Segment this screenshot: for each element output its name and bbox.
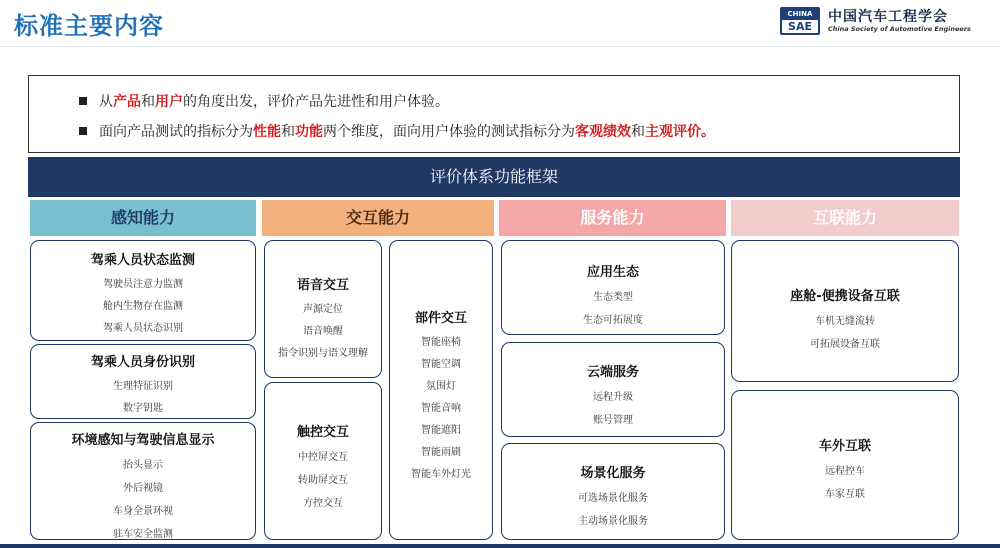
card-scenario-service xyxy=(501,443,725,540)
card-item: 车机无缝流转 xyxy=(815,316,875,327)
bullet-square-icon xyxy=(79,127,87,135)
card-item: 智能车外灯光 xyxy=(411,469,471,480)
card-item: 车家互联 xyxy=(825,489,865,500)
card-item: 方控交互 xyxy=(303,498,343,509)
text: 的角度出发，评价产品先进性和用户体验。 xyxy=(183,94,449,110)
highlight: 主观评价。 xyxy=(645,124,715,140)
card-title: 座舱-便携设备互联 xyxy=(790,289,900,304)
framework-title-bar: 评价体系功能框架 xyxy=(28,157,960,197)
category-connectivity: 互联能力 xyxy=(731,200,959,236)
bullet-square-icon xyxy=(79,97,87,105)
card-title: 场景化服务 xyxy=(580,466,646,481)
card-item: 生态可拓展度 xyxy=(583,315,643,326)
card-voice xyxy=(264,240,382,378)
logo-english-name: China Society of Automotive Engineers xyxy=(828,25,971,33)
card-item: 智能遮阳 xyxy=(421,425,461,436)
highlight: 功能 xyxy=(295,124,323,140)
logo-chinese-name: 中国汽车工程学会 xyxy=(828,9,948,25)
card-item: 驾乘人员状态识别 xyxy=(103,323,183,334)
card-item: 智能座椅 xyxy=(421,337,461,348)
category-perception: 感知能力 xyxy=(30,200,256,236)
highlight: 用户 xyxy=(155,94,183,110)
category-service: 服务能力 xyxy=(499,200,726,236)
logo-box-bottom: SAE xyxy=(788,20,812,33)
card-title: 驾乘人员状态监测 xyxy=(90,253,195,268)
card-item: 远程控车 xyxy=(825,466,865,477)
card-identity xyxy=(30,344,256,419)
sae-logo-icon xyxy=(780,7,820,35)
card-item: 可选场景化服务 xyxy=(578,493,648,504)
card-item: 指令识别与语义理解 xyxy=(278,348,368,359)
logo-box-top: CHINA xyxy=(782,9,818,20)
card-item: 语音唤醒 xyxy=(303,326,343,337)
card-touch xyxy=(264,382,382,540)
card-item: 可拓展设备互联 xyxy=(810,339,880,350)
card-title: 语音交互 xyxy=(296,278,349,293)
card-title: 车外互联 xyxy=(818,439,871,454)
card-item: 舱内生物存在监测 xyxy=(103,301,183,312)
category-interaction: 交互能力 xyxy=(262,200,494,236)
card-item: 氛围灯 xyxy=(426,381,456,392)
bullet-2 xyxy=(79,121,715,141)
card-item: 驻车安全监测 xyxy=(113,529,173,540)
card-title: 部件交互 xyxy=(414,311,467,326)
card-item: 数字钥匙 xyxy=(123,403,163,414)
card-item: 智能雨刷 xyxy=(421,447,461,458)
card-item: 转助屏交互 xyxy=(298,475,348,486)
text: 和 xyxy=(631,124,645,140)
card-env-display xyxy=(30,422,256,540)
header-divider xyxy=(0,46,1000,47)
card-item: 远程升级 xyxy=(593,392,633,403)
text: 和 xyxy=(281,124,295,140)
card-title: 驾乘人员身份识别 xyxy=(90,355,195,370)
text: 两个维度，面向用户体验的测试指标分为 xyxy=(323,124,575,140)
csae-logo xyxy=(780,6,990,36)
text: 从 xyxy=(99,94,113,110)
bullet-1 xyxy=(79,91,449,111)
card-item: 主动场景化服务 xyxy=(578,516,648,527)
card-item: 声源定位 xyxy=(303,304,343,315)
card-title: 触控交互 xyxy=(296,425,349,440)
text: 面向产品测试的指标分为 xyxy=(99,124,253,140)
card-item: 车身全景环视 xyxy=(113,506,173,517)
card-title: 应用生态 xyxy=(586,265,639,280)
card-outside-connect xyxy=(731,390,959,540)
card-app-ecosystem xyxy=(501,240,725,335)
highlight: 性能 xyxy=(253,124,281,140)
card-component xyxy=(389,240,493,540)
summary-box xyxy=(28,75,960,153)
highlight: 客观绩效 xyxy=(575,124,631,140)
card-driver-state xyxy=(30,240,256,341)
card-item: 外后视镜 xyxy=(123,483,163,494)
highlight: 产品 xyxy=(113,94,141,110)
card-item: 智能空调 xyxy=(421,359,461,370)
page-title: 标准主要内容 xyxy=(14,12,164,40)
card-item: 生态类型 xyxy=(593,292,633,303)
card-cloud-service xyxy=(501,342,725,437)
card-title: 环境感知与驾驶信息显示 xyxy=(71,433,215,448)
footer-bar xyxy=(0,544,1000,548)
card-cabin-device xyxy=(731,240,959,382)
card-item: 中控屏交互 xyxy=(298,452,348,463)
card-item: 生理特征识别 xyxy=(113,381,173,392)
card-item: 智能音响 xyxy=(421,403,461,414)
card-title: 云端服务 xyxy=(586,365,639,380)
card-item: 账号管理 xyxy=(593,415,633,426)
card-item: 抬头显示 xyxy=(123,460,163,471)
text: 和 xyxy=(141,94,155,110)
card-item: 驾驶员注意力监测 xyxy=(103,279,183,290)
